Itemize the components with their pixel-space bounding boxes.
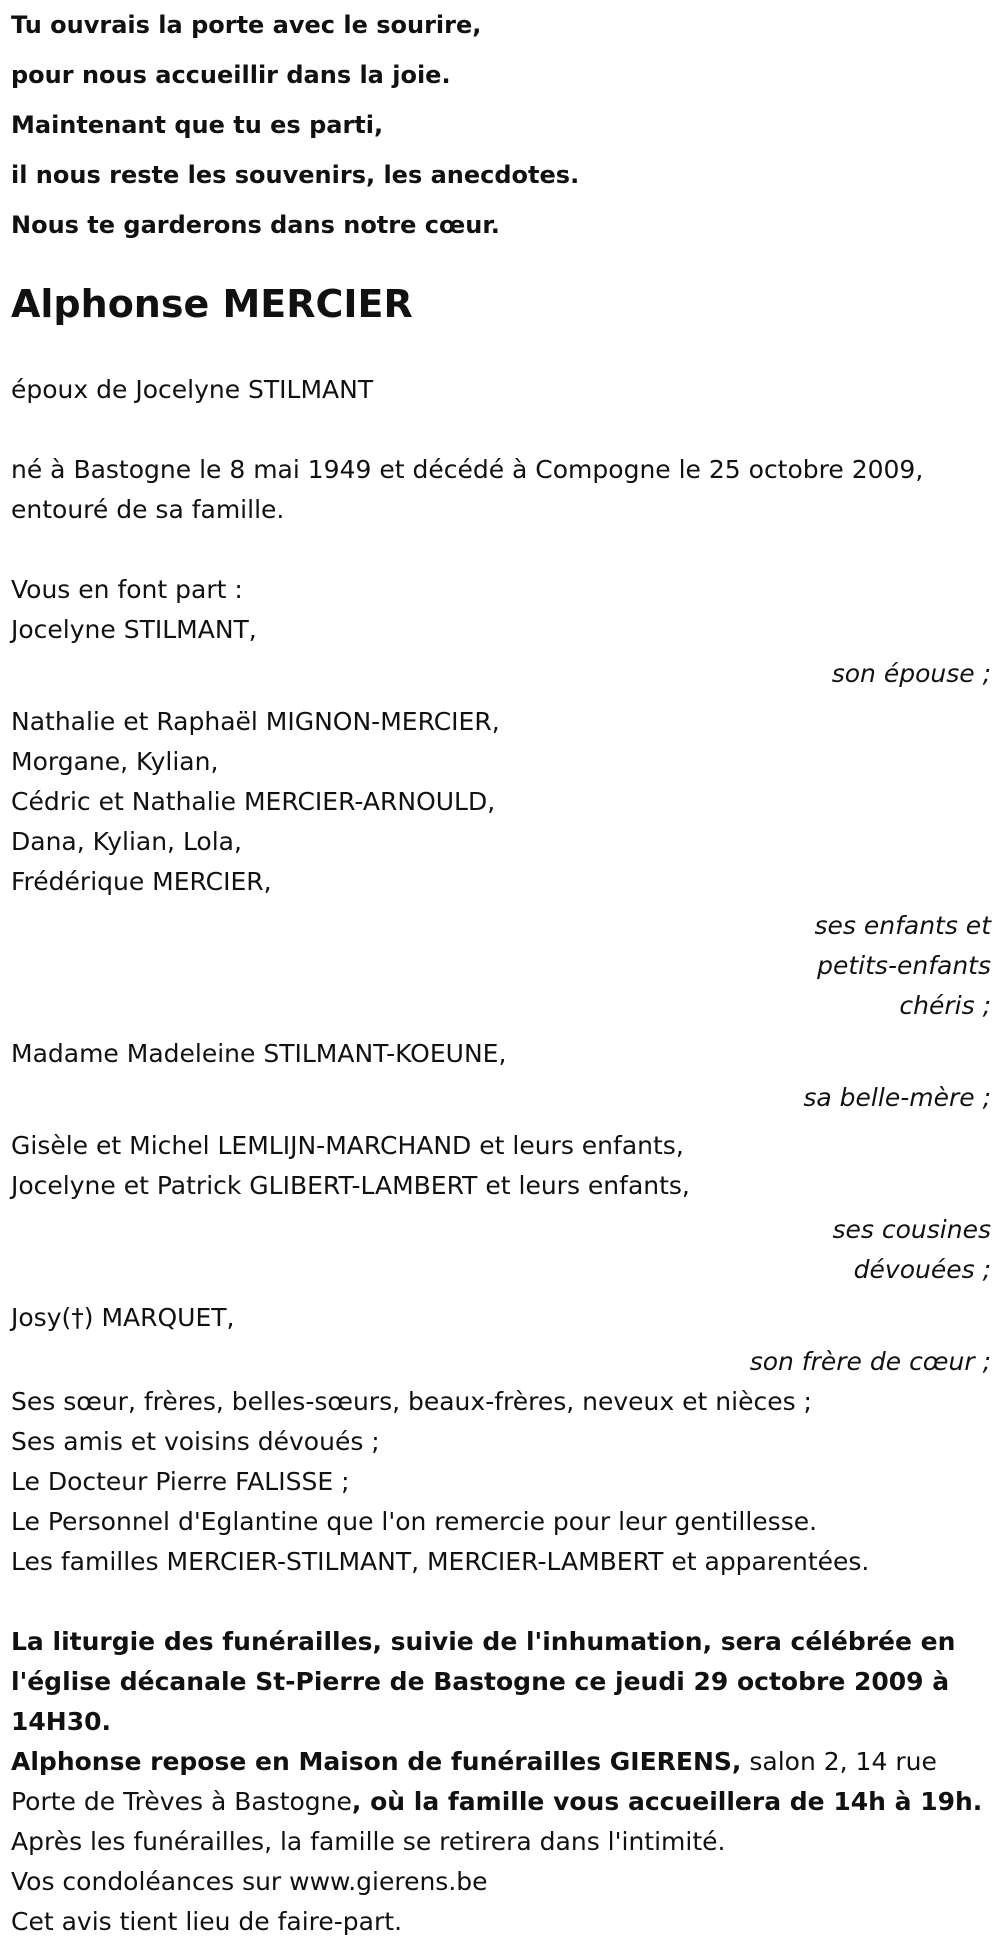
family-name: Jocelyne STILMANT,: [11, 615, 257, 644]
relation-line: Le Personnel d'Eglantine que l'on remercie pour leur gentillesse.: [11, 1507, 818, 1536]
rest-bold-end: , où la famille vous accueillera de 14h à 19h.: [351, 1787, 983, 1816]
group-mother-in-law: [11, 1034, 991, 1118]
family-name: Cédric et Nathalie MERCIER-ARNOULD,: [11, 787, 496, 816]
family-name: Dana, Kylian, Lola,: [11, 827, 242, 856]
rest-address: salon 2, 14 rue: [741, 1747, 937, 1776]
family-role: petits-enfants: [817, 951, 991, 980]
group-heart-brother: [11, 1298, 991, 1382]
group-cousins: [11, 1126, 991, 1290]
poem: [11, 6, 991, 256]
family-role: chéris ;: [899, 991, 991, 1020]
poem-line: Maintenant que tu es parti,: [11, 111, 384, 139]
family-name: Gisèle et Michel LEMLIJN-MARCHAND et leurs enfants,: [11, 1131, 684, 1160]
group-children: [11, 702, 991, 1026]
family-name: Frédérique MERCIER,: [11, 867, 272, 896]
funeral-info: [11, 1622, 991, 1742]
other-relations: [11, 1382, 991, 1582]
family-role: dévouées ;: [853, 1255, 991, 1284]
group-spouse: [11, 610, 991, 694]
rest-bold-start: Alphonse repose en Maison de funérailles GIERENS,: [11, 1747, 742, 1776]
closing-line: Après les funérailles, la famille se retirera dans l'intimité.: [11, 1827, 726, 1856]
family-role: son épouse ;: [831, 659, 991, 688]
family-role: son frère de cœur ;: [749, 1347, 991, 1376]
funeral-line: La liturgie des funérailles, suivie de l'inhumation, sera célébrée en: [11, 1627, 956, 1656]
relation-line: Ses sœur, frères, belles-sœurs, beaux-frères, neveux et nièces ;: [11, 1387, 812, 1416]
rest-info: [11, 1742, 991, 1822]
family-name: Madame Madeleine STILMANT-KOEUNE,: [11, 1039, 507, 1068]
obituary-body: [11, 370, 991, 1942]
family-name: Nathalie et Raphaël MIGNON-MERCIER,: [11, 707, 500, 736]
relation-line: Les familles MERCIER-STILMANT, MERCIER-LAMBERT et apparentées.: [11, 1547, 870, 1576]
family-role: sa belle-mère ;: [803, 1083, 991, 1112]
family-name: Josy(†) MARQUET,: [11, 1303, 235, 1332]
closing-line: Cet avis tient lieu de faire-part.: [11, 1907, 403, 1936]
rest-address: Porte de Trèves à Bastogne: [11, 1787, 352, 1816]
family-name: Morgane, Kylian,: [11, 747, 219, 776]
closing-line: Vos condoléances sur www.gierens.be: [11, 1867, 488, 1896]
poem-line: Nous te garderons dans notre cœur.: [11, 211, 500, 239]
deceased-name: Alphonse MERCIER: [11, 282, 413, 326]
funeral-line: 14H30.: [11, 1707, 111, 1736]
relation-line: Le Docteur Pierre FALISSE ;: [11, 1467, 350, 1496]
spouse-line: époux de Jocelyne STILMANT: [11, 375, 374, 404]
birth-death-line: entouré de sa famille.: [11, 495, 285, 524]
relation-line: Ses amis et voisins dévoués ;: [11, 1427, 380, 1456]
birth-death-line: né à Bastogne le 8 mai 1949 et décédé à Compogne le 25 octobre 2009,: [11, 455, 924, 484]
poem-line: il nous reste les souvenirs, les anecdotes.: [11, 161, 580, 189]
funeral-line: l'église décanale St-Pierre de Bastogne ce jeudi 29 octobre 2009 à: [11, 1667, 950, 1696]
family-role: ses enfants et: [814, 911, 991, 940]
family-role: ses cousines: [832, 1215, 991, 1244]
poem-line: Tu ouvrais la porte avec le sourire,: [11, 11, 482, 39]
poem-line: pour nous accueillir dans la joie.: [11, 61, 451, 89]
announcers-intro: Vous en font part :: [11, 575, 243, 604]
closing: [11, 1822, 991, 1942]
family-name: Jocelyne et Patrick GLIBERT-LAMBERT et leurs enfants,: [11, 1171, 690, 1200]
